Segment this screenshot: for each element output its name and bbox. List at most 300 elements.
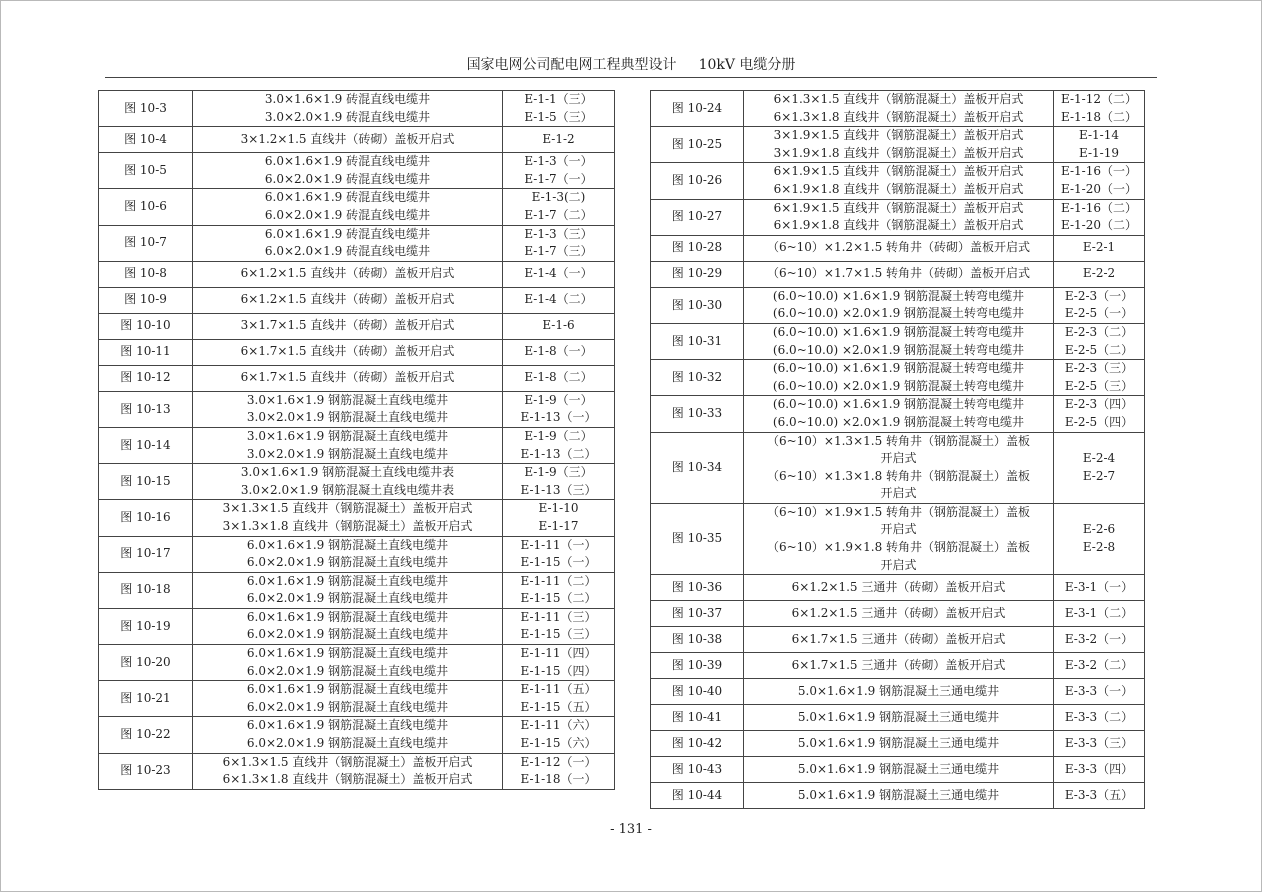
drawing-code-line: E-1-15（五） xyxy=(520,699,597,714)
table-row xyxy=(99,681,615,717)
drawing-name-line: (6.0~10.0) ×1.6×1.9 钢筋混凝土转弯电缆井 xyxy=(772,361,1025,376)
figure-number-cell: 图 10-15 xyxy=(99,464,193,500)
table-row xyxy=(651,705,1145,731)
drawing-code-line: E-2-3（四） xyxy=(1064,397,1134,412)
table-row xyxy=(99,91,615,127)
table-row xyxy=(99,261,615,287)
drawing-name-line: （6~10）×1.2×1.5 转角井（砖砌）盖板开启式 xyxy=(766,240,1031,255)
table-row xyxy=(99,127,615,153)
drawing-code-line: E-2-3（三） xyxy=(1064,361,1134,376)
drawing-code-line: E-1-20（二） xyxy=(1061,218,1137,233)
drawing-code-line: E-3-3（三） xyxy=(1064,735,1134,750)
drawing-name-cell xyxy=(193,536,503,572)
table-row xyxy=(651,127,1145,163)
drawing-name-line: 6×1.3×1.5 直线井（钢筋混凝土）盖板开启式 xyxy=(773,92,1024,106)
figure-number-cell: 图 10-36 xyxy=(651,575,744,601)
page-number: - 131 - xyxy=(610,822,652,837)
drawing-index-table-left xyxy=(98,90,615,790)
figure-number-cell: 图 10-28 xyxy=(651,235,744,261)
drawing-name-line: 3×1.7×1.5 直线井（砖砌）盖板开启式 xyxy=(240,318,455,333)
table-row xyxy=(99,225,615,261)
drawing-name-cell xyxy=(744,757,1054,783)
drawing-name-line: 3.0×2.0×1.9 钢筋混凝土直线电缆井表 xyxy=(240,482,455,497)
drawing-code-cell xyxy=(503,261,615,287)
table-row xyxy=(99,189,615,225)
figure-number-cell: 图 10-31 xyxy=(651,323,744,359)
drawing-name-line: 6.0×2.0×1.9 砖混直线电缆井 xyxy=(264,244,431,259)
drawing-name-line: (6.0~10.0) ×1.6×1.9 钢筋混凝土转弯电缆井 xyxy=(772,288,1025,303)
figure-number-cell: 图 10-3 xyxy=(99,91,193,127)
drawing-code-line: E-1-8（一） xyxy=(524,344,593,359)
drawing-code-line: E-1-18（一） xyxy=(520,772,597,787)
drawing-name-cell xyxy=(744,287,1054,323)
drawing-code-cell xyxy=(503,391,615,427)
drawing-code-line: E-1-4（二） xyxy=(524,292,593,307)
drawing-code-line: E-1-9（二） xyxy=(524,428,593,443)
drawing-code-line: E-1-9（三） xyxy=(524,465,593,480)
drawing-code-line: E-3-2（二） xyxy=(1064,657,1134,672)
table-row xyxy=(651,503,1145,574)
drawing-code-line: E-1-11（五） xyxy=(520,682,597,697)
drawing-code-cell xyxy=(1054,127,1145,163)
drawing-code-line: E-1-15（四） xyxy=(520,663,597,678)
drawing-code-cell xyxy=(1054,783,1145,809)
figure-number-cell: 图 10-40 xyxy=(651,679,744,705)
drawing-code-line: E-1-15（一） xyxy=(520,555,597,570)
drawing-name-line: 3×1.3×1.5 直线井（钢筋混凝土）盖板开启式 xyxy=(222,501,473,516)
drawing-code-line: E-1-19 xyxy=(1079,145,1119,160)
table-row xyxy=(651,757,1145,783)
drawing-code-cell xyxy=(1054,757,1145,783)
figure-number-cell: 图 10-12 xyxy=(99,365,193,391)
drawing-name-line: 6.0×1.6×1.9 砖混直线电缆井 xyxy=(264,190,431,205)
drawing-name-line: 6×1.7×1.5 直线井（砖砌）盖板开启式 xyxy=(240,370,455,385)
figure-number-cell: 图 10-20 xyxy=(99,645,193,681)
drawing-name-cell xyxy=(744,783,1054,809)
table-row xyxy=(99,572,615,608)
drawing-code-line: E-1-16（一） xyxy=(1061,164,1137,179)
drawing-name-line: 3×1.2×1.5 直线井（砖砌）盖板开启式 xyxy=(240,131,455,146)
drawing-name-line: 6.0×1.6×1.9 钢筋混凝土直线电缆井 xyxy=(246,537,449,552)
drawing-code-cell xyxy=(1054,653,1145,679)
drawing-code-line: E-1-5（三） xyxy=(524,109,593,124)
drawing-name-line: 5.0×1.6×1.9 钢筋混凝土三通电缆井 xyxy=(797,787,1000,802)
drawing-code-line: E-1-11（六） xyxy=(520,718,597,733)
table-row xyxy=(99,464,615,500)
drawing-code-line: E-3-1（二） xyxy=(1064,605,1134,620)
figure-number-cell: 图 10-11 xyxy=(99,339,193,365)
drawing-name-line: 3.0×2.0×1.9 砖混直线电缆井 xyxy=(264,109,431,124)
drawing-name-line: 6×1.3×1.8 直线井（钢筋混凝土）盖板开启式 xyxy=(773,109,1024,124)
drawing-name-cell xyxy=(193,313,503,339)
table-row xyxy=(651,783,1145,809)
figure-number-cell: 图 10-18 xyxy=(99,572,193,608)
table-row xyxy=(651,91,1145,127)
drawing-code-line: E-1-13（一） xyxy=(520,410,597,425)
drawing-code-cell xyxy=(1054,396,1145,432)
drawing-code-cell xyxy=(1054,360,1145,396)
drawing-name-line: （6~10）×1.9×1.5 转角井（钢筋混凝土）盖板 xyxy=(766,504,1031,519)
table-row xyxy=(651,731,1145,757)
drawing-code-line: E-1-13（二） xyxy=(520,446,597,461)
drawing-name-line: 6.0×2.0×1.9 钢筋混凝土直线电缆井 xyxy=(246,555,449,570)
drawing-name-line: 6.0×2.0×1.9 砖混直线电缆井 xyxy=(264,207,431,222)
drawing-name-line: 6.0×1.6×1.9 砖混直线电缆井 xyxy=(264,154,431,169)
drawing-code-cell xyxy=(1054,731,1145,757)
drawing-name-line: 6.0×1.6×1.9 钢筋混凝土直线电缆井 xyxy=(246,609,449,624)
drawing-name-line: 6.0×1.6×1.9 砖混直线电缆井 xyxy=(264,226,431,241)
drawing-code-line: E-1-9（一） xyxy=(524,392,593,407)
drawing-code-line: E-3-2（一） xyxy=(1064,631,1134,646)
drawing-name-line: 6.0×2.0×1.9 钢筋混凝土直线电缆井 xyxy=(246,663,449,678)
figure-number-cell: 图 10-25 xyxy=(651,127,744,163)
drawing-name-cell xyxy=(193,127,503,153)
drawing-code-line: E-1-7（三） xyxy=(524,244,593,259)
table-row xyxy=(99,313,615,339)
page-header xyxy=(105,55,1157,78)
drawing-name-cell xyxy=(744,503,1054,574)
drawing-name-cell xyxy=(193,645,503,681)
drawing-name-cell xyxy=(744,627,1054,653)
drawing-code-cell xyxy=(503,608,615,644)
figure-number-cell: 图 10-44 xyxy=(651,783,744,809)
drawing-code-line: E-2-6 xyxy=(1082,522,1116,537)
drawing-name-line: 5.0×1.6×1.9 钢筋混凝土三通电缆井 xyxy=(797,735,1000,750)
table-row xyxy=(651,287,1145,323)
figure-number-cell: 图 10-34 xyxy=(651,432,744,503)
figure-number-cell: 图 10-39 xyxy=(651,653,744,679)
figure-number-cell: 图 10-6 xyxy=(99,189,193,225)
figure-number-cell: 图 10-17 xyxy=(99,536,193,572)
drawing-name-line: (6.0~10.0) ×2.0×1.9 钢筋混凝土转弯电缆井 xyxy=(772,306,1025,321)
drawing-name-line: 6×1.2×1.5 三通井（砖砌）盖板开启式 xyxy=(791,579,1006,594)
drawing-name-cell xyxy=(744,601,1054,627)
drawing-code-cell xyxy=(503,464,615,500)
drawing-name-cell xyxy=(744,396,1054,432)
table-row xyxy=(651,575,1145,601)
table-row xyxy=(651,163,1145,199)
drawing-name-cell xyxy=(193,365,503,391)
figure-number-cell: 图 10-7 xyxy=(99,225,193,261)
drawing-name-cell xyxy=(744,575,1054,601)
drawing-code-line: E-3-3（四） xyxy=(1064,761,1134,776)
figure-number-cell: 图 10-38 xyxy=(651,627,744,653)
drawing-name-cell xyxy=(193,339,503,365)
figure-number-cell: 图 10-43 xyxy=(651,757,744,783)
drawing-name-line: 6.0×2.0×1.9 钢筋混凝土直线电缆井 xyxy=(246,627,449,642)
figure-number-cell: 图 10-16 xyxy=(99,500,193,536)
drawing-name-line: 3×1.9×1.5 直线井（钢筋混凝土）盖板开启式 xyxy=(773,128,1024,143)
drawing-name-cell xyxy=(744,91,1054,127)
table-row xyxy=(99,365,615,391)
drawing-code-line: E-2-5（三） xyxy=(1064,378,1134,393)
drawing-code-line: E-1-11（四） xyxy=(520,646,597,661)
drawing-name-cell xyxy=(193,681,503,717)
drawing-name-line: 6×1.2×1.5 直线井（砖砌）盖板开启式 xyxy=(240,266,455,281)
drawing-code-cell xyxy=(503,536,615,572)
drawing-name-line: 5.0×1.6×1.9 钢筋混凝土三通电缆井 xyxy=(797,761,1000,776)
drawing-code-cell xyxy=(1054,627,1145,653)
drawing-name-line: 6×1.7×1.5 直线井（砖砌）盖板开启式 xyxy=(240,344,455,359)
drawing-name-cell xyxy=(193,427,503,463)
drawing-code-cell xyxy=(1054,679,1145,705)
drawing-code-cell xyxy=(503,572,615,608)
figure-number-cell: 图 10-19 xyxy=(99,608,193,644)
figure-number-cell: 图 10-32 xyxy=(651,360,744,396)
drawing-name-cell xyxy=(193,189,503,225)
table-row xyxy=(99,536,615,572)
table-row xyxy=(99,645,615,681)
drawing-code-cell xyxy=(503,339,615,365)
drawing-name-cell xyxy=(193,287,503,313)
drawing-code-line: E-3-3（五） xyxy=(1064,787,1134,802)
drawing-name-cell xyxy=(744,360,1054,396)
drawing-code-cell xyxy=(1054,503,1145,574)
drawing-code-line: E-2-8 xyxy=(1082,540,1116,555)
drawing-name-line: 6×1.2×1.5 三通井（砖砌）盖板开启式 xyxy=(791,605,1006,620)
drawing-code-cell xyxy=(503,717,615,753)
drawing-name-cell xyxy=(193,572,503,608)
drawing-code-line: E-1-6 xyxy=(542,318,575,333)
figure-number-cell: 图 10-8 xyxy=(99,261,193,287)
drawing-name-line: (6.0~10.0) ×2.0×1.9 钢筋混凝土转弯电缆井 xyxy=(772,414,1025,429)
drawing-code-cell xyxy=(503,287,615,313)
drawing-name-line: 6×1.7×1.5 三通井（砖砌）盖板开启式 xyxy=(791,631,1006,646)
drawing-name-line: 6×1.9×1.8 直线井（钢筋混凝土）盖板开启式 xyxy=(773,218,1024,233)
figure-number-cell: 图 10-41 xyxy=(651,705,744,731)
table-row xyxy=(651,199,1145,235)
figure-number-cell: 图 10-30 xyxy=(651,287,744,323)
drawing-name-line: (6.0~10.0) ×1.6×1.9 钢筋混凝土转弯电缆井 xyxy=(772,397,1025,412)
drawing-name-line: 6×1.2×1.5 直线井（砖砌）盖板开启式 xyxy=(240,292,455,307)
drawing-code-cell xyxy=(1054,235,1145,261)
table-row xyxy=(651,653,1145,679)
drawing-name-cell xyxy=(193,608,503,644)
drawing-code-line: E-1-3（一） xyxy=(524,154,593,169)
drawing-code-cell xyxy=(1054,91,1145,127)
drawing-code-line: E-1-8（二） xyxy=(524,370,593,385)
drawing-code-cell xyxy=(1054,323,1145,359)
drawing-name-line: （6~10）×1.7×1.5 转角井（砖砌）盖板开启式 xyxy=(766,266,1031,281)
drawing-code-cell xyxy=(503,753,615,789)
drawing-name-cell xyxy=(744,653,1054,679)
table-row xyxy=(99,287,615,313)
drawing-name-cell xyxy=(744,323,1054,359)
table-row xyxy=(99,391,615,427)
drawing-code-cell xyxy=(503,365,615,391)
drawing-code-line: E-1-17 xyxy=(538,518,579,533)
drawing-name-cell xyxy=(193,464,503,500)
drawing-name-line: 6×1.9×1.8 直线井（钢筋混凝土）盖板开启式 xyxy=(773,181,1024,196)
drawing-name-line: 6.0×2.0×1.9 钢筋混凝土直线电缆井 xyxy=(246,591,449,606)
drawing-code-cell xyxy=(1054,432,1145,503)
drawing-name-line: 6×1.9×1.5 直线井（钢筋混凝土）盖板开启式 xyxy=(773,200,1024,215)
table-row xyxy=(99,753,615,789)
drawing-code-line: E-1-20（一） xyxy=(1061,181,1137,196)
drawing-code-cell xyxy=(503,189,615,225)
drawing-code-line: E-3-3（一） xyxy=(1064,683,1134,698)
drawing-name-cell xyxy=(744,163,1054,199)
drawing-code-line: E-1-2 xyxy=(542,131,575,146)
drawing-name-line: 6.0×1.6×1.9 钢筋混凝土直线电缆井 xyxy=(246,682,449,697)
drawing-code-cell xyxy=(503,645,615,681)
drawing-code-line: E-1-14 xyxy=(1079,128,1119,143)
drawing-name-line: 6.0×1.6×1.9 钢筋混凝土直线电缆井 xyxy=(246,646,449,661)
figure-number-cell: 图 10-22 xyxy=(99,717,193,753)
table-row xyxy=(99,427,615,463)
table-row xyxy=(99,339,615,365)
figure-number-cell: 图 10-42 xyxy=(651,731,744,757)
drawing-name-cell xyxy=(744,199,1054,235)
drawing-code-line: E-1-3（三） xyxy=(524,226,593,241)
drawing-name-cell xyxy=(744,731,1054,757)
figure-number-cell: 图 10-24 xyxy=(651,91,744,127)
drawing-name-line: 开启式 xyxy=(880,451,917,466)
drawing-code-cell xyxy=(503,127,615,153)
figure-number-cell: 图 10-14 xyxy=(99,427,193,463)
drawing-name-cell xyxy=(193,153,503,189)
drawing-name-cell xyxy=(744,235,1054,261)
drawing-code-line: E-2-3（二） xyxy=(1064,324,1134,339)
drawing-code-line: E-1-11（一） xyxy=(520,537,597,552)
drawing-code-line: E-1-12（二） xyxy=(1061,92,1137,106)
drawing-name-line: 3.0×2.0×1.9 钢筋混凝土直线电缆井 xyxy=(246,446,449,461)
drawing-name-line: 开启式 xyxy=(880,557,917,572)
drawing-index-table-right xyxy=(650,90,1145,809)
drawing-code-cell xyxy=(1054,261,1145,287)
drawing-name-line: 3.0×1.6×1.9 砖混直线电缆井 xyxy=(264,92,431,106)
drawing-code-line: E-2-7 xyxy=(1082,468,1116,483)
table-row xyxy=(99,500,615,536)
table-row xyxy=(651,360,1145,396)
drawing-name-line: 6×1.9×1.5 直线井（钢筋混凝土）盖板开启式 xyxy=(773,164,1024,179)
drawing-code-cell xyxy=(503,225,615,261)
drawing-code-line: E-1-7（二） xyxy=(524,207,593,222)
drawing-code-line: E-2-4 xyxy=(1082,451,1116,466)
header-title: 国家电网公司配电网工程典型设计 xyxy=(466,57,677,73)
figure-number-cell: 图 10-4 xyxy=(99,127,193,153)
figure-number-cell: 图 10-13 xyxy=(99,391,193,427)
drawing-name-cell xyxy=(193,500,503,536)
table-row xyxy=(651,432,1145,503)
drawing-code-line: E-1-4（一） xyxy=(524,266,593,281)
drawing-code-line: E-1-11（二） xyxy=(520,573,597,588)
drawing-name-line: 6.0×2.0×1.9 钢筋混凝土直线电缆井 xyxy=(246,736,449,751)
drawing-name-line: 3.0×1.6×1.9 钢筋混凝土直线电缆井 xyxy=(246,428,449,443)
drawing-name-line: （6~10）×1.9×1.8 转角井（钢筋混凝土）盖板 xyxy=(766,540,1031,555)
table-row xyxy=(99,608,615,644)
drawing-name-cell xyxy=(193,753,503,789)
drawing-name-cell xyxy=(193,717,503,753)
drawing-code-line: E-1-15（二） xyxy=(520,591,597,606)
header-volume: 10kV 电缆分册 xyxy=(698,57,796,73)
drawing-name-line: 3.0×1.6×1.9 钢筋混凝土直线电缆井表 xyxy=(240,465,455,480)
drawing-name-cell xyxy=(744,127,1054,163)
figure-number-cell: 图 10-35 xyxy=(651,503,744,574)
drawing-name-cell xyxy=(193,91,503,127)
drawing-code-line: E-2-2 xyxy=(1082,266,1116,281)
table-row xyxy=(99,153,615,189)
drawing-code-line: E-1-1（三） xyxy=(524,92,593,106)
table-row xyxy=(99,717,615,753)
drawing-code-line: E-1-18（二） xyxy=(1061,109,1137,124)
drawing-name-line: 6.0×2.0×1.9 钢筋混凝土直线电缆井 xyxy=(246,699,449,714)
drawing-code-cell xyxy=(503,681,615,717)
table-row xyxy=(651,323,1145,359)
drawing-name-line: 3×1.3×1.8 直线井（钢筋混凝土）盖板开启式 xyxy=(222,518,473,533)
table-row xyxy=(651,235,1145,261)
drawing-name-line: 6.0×1.6×1.9 钢筋混凝土直线电缆井 xyxy=(246,573,449,588)
figure-number-cell: 图 10-23 xyxy=(99,753,193,789)
table-row xyxy=(651,627,1145,653)
drawing-code-cell xyxy=(1054,601,1145,627)
figure-number-cell: 图 10-29 xyxy=(651,261,744,287)
drawing-code-cell xyxy=(503,91,615,127)
figure-number-cell: 图 10-33 xyxy=(651,396,744,432)
figure-number-cell: 图 10-27 xyxy=(651,199,744,235)
drawing-name-line: （6~10）×1.3×1.5 转角井（钢筋混凝土）盖板 xyxy=(766,433,1031,448)
drawing-code-line: E-1-7（一） xyxy=(524,171,593,186)
drawing-name-cell xyxy=(193,225,503,261)
drawing-name-line: 6.0×2.0×1.9 砖混直线电缆井 xyxy=(264,171,431,186)
table-row xyxy=(651,679,1145,705)
figure-number-cell: 图 10-5 xyxy=(99,153,193,189)
drawing-name-cell xyxy=(744,679,1054,705)
drawing-code-line: E-2-5（一） xyxy=(1064,306,1134,321)
drawing-name-line: (6.0~10.0) ×2.0×1.9 钢筋混凝土转弯电缆井 xyxy=(772,342,1025,357)
drawing-name-line: （6~10）×1.3×1.8 转角井（钢筋混凝土）盖板 xyxy=(766,468,1031,483)
drawing-name-line: 6×1.3×1.5 直线井（钢筋混凝土）盖板开启式 xyxy=(222,754,473,769)
drawing-name-line: 3.0×1.6×1.9 钢筋混凝土直线电缆井 xyxy=(246,392,449,407)
drawing-code-cell xyxy=(503,153,615,189)
drawing-name-line: 开启式 xyxy=(880,486,917,501)
table-row xyxy=(651,396,1145,432)
drawing-code-cell xyxy=(1054,199,1145,235)
drawing-code-cell xyxy=(503,500,615,536)
drawing-code-cell xyxy=(1054,705,1145,731)
drawing-code-line: E-1-12（一） xyxy=(520,754,597,769)
drawing-code-line: E-1-3(二) xyxy=(531,190,586,205)
drawing-code-line: E-2-5（二） xyxy=(1064,342,1134,357)
drawing-name-cell xyxy=(744,261,1054,287)
drawing-name-line: (6.0~10.0) ×2.0×1.9 钢筋混凝土转弯电缆井 xyxy=(772,378,1025,393)
table-row xyxy=(651,261,1145,287)
drawing-name-cell xyxy=(744,432,1054,503)
drawing-code-line: E-2-5（四） xyxy=(1064,414,1134,429)
table-row xyxy=(651,601,1145,627)
drawing-code-line: E-3-1（一） xyxy=(1064,579,1134,594)
drawing-name-line: 3.0×2.0×1.9 钢筋混凝土直线电缆井 xyxy=(246,410,449,425)
figure-number-cell: 图 10-26 xyxy=(651,163,744,199)
drawing-code-line: E-3-3（二） xyxy=(1064,709,1134,724)
drawing-code-line: E-1-15（三） xyxy=(520,627,597,642)
figure-number-cell: 图 10-37 xyxy=(651,601,744,627)
drawing-name-line: 开启式 xyxy=(880,522,917,537)
drawing-name-line: 5.0×1.6×1.9 钢筋混凝土三通电缆井 xyxy=(797,683,1000,698)
drawing-code-line: E-1-13（三） xyxy=(520,482,597,497)
drawing-name-line: 6×1.7×1.5 三通井（砖砌）盖板开启式 xyxy=(791,657,1006,672)
figure-number-cell: 图 10-9 xyxy=(99,287,193,313)
drawing-code-cell xyxy=(1054,575,1145,601)
drawing-code-cell xyxy=(503,427,615,463)
drawing-code-line: E-1-16（二） xyxy=(1061,200,1137,215)
drawing-code-line: E-2-1 xyxy=(1082,240,1116,255)
drawing-code-line: E-1-10 xyxy=(538,501,579,516)
figure-number-cell: 图 10-21 xyxy=(99,681,193,717)
drawing-code-cell xyxy=(1054,287,1145,323)
drawing-name-line: 3×1.9×1.8 直线井（钢筋混凝土）盖板开启式 xyxy=(773,145,1024,160)
drawing-code-line: E-2-3（一） xyxy=(1064,288,1134,303)
